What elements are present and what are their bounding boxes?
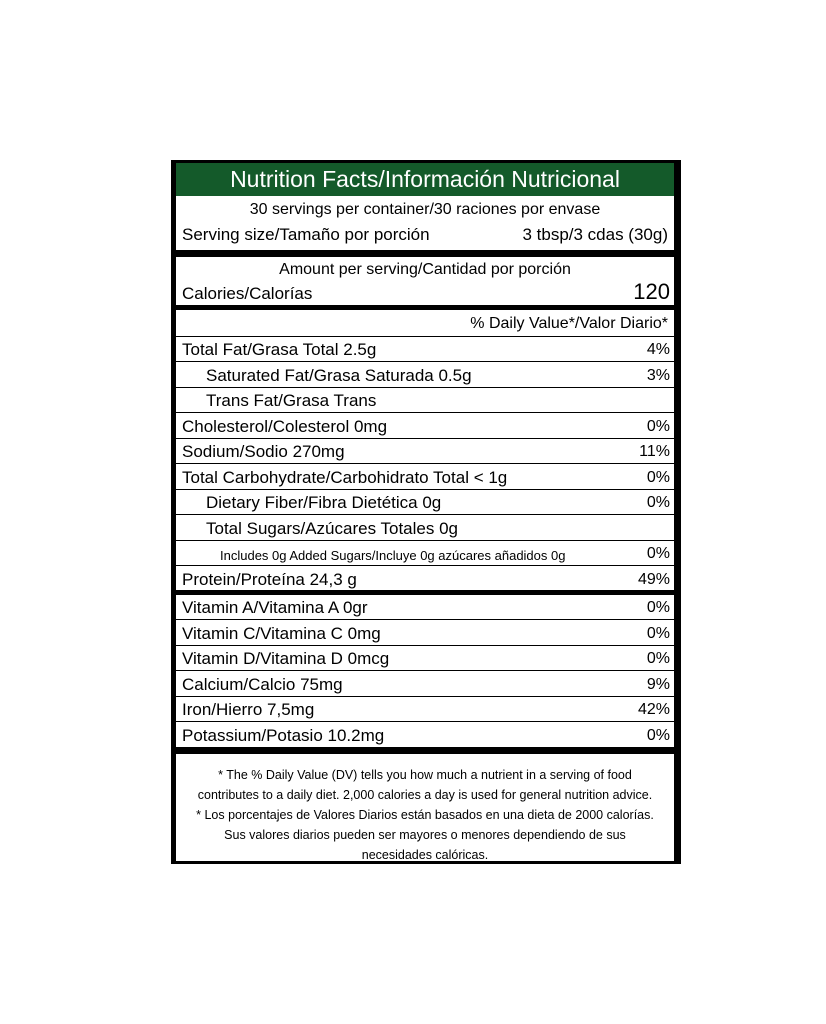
daily-value-percent: 0% — [646, 599, 670, 616]
nutrient-label: Iron/Hierro 7,5mg — [182, 700, 315, 719]
nutrient-label: Sodium/Sodio 270mg — [182, 442, 345, 461]
nutrient-label: Cholesterol/Colesterol 0mg — [182, 416, 388, 436]
servings-per-container: 30 servings per container/30 raciones por envase — [249, 201, 601, 218]
nutrient-label: Calcium/Calcio 75mg — [182, 674, 343, 694]
nutrient-row — [176, 697, 674, 722]
footnote-line: contributes to a daily diet. 2,000 calories a day is used for general nutrition advice. — [197, 788, 653, 802]
footnote-line: Sus valores diarios pueden ser mayores o menores dependiendo de sus — [224, 828, 626, 842]
nutrient-row — [176, 672, 674, 697]
daily-value-percent: 0% — [646, 650, 670, 667]
nutrient-row — [176, 567, 674, 592]
nutrient-row — [176, 465, 674, 490]
nutrient-label: Vitamin C/Vitamina C 0mg — [182, 623, 381, 643]
footnote-line: * Los porcentajes de Valores Diarios están basados en una dieta de 2000 calorías. — [196, 808, 654, 822]
nutrient-row — [176, 490, 674, 515]
nutrient-row — [176, 439, 674, 464]
footnote-line: necesidades calóricas. — [361, 848, 489, 862]
nutrient-row — [176, 595, 674, 620]
daily-value-percent: 0% — [646, 468, 670, 486]
nutrient-label: Total Fat/Grasa Total 2.5g — [182, 340, 377, 359]
calories-value: 120 — [633, 279, 670, 304]
daily-value-percent: 0% — [646, 494, 670, 511]
nutrient-label: Dietary Fiber/Fibra Dietética 0g — [206, 493, 442, 512]
daily-value-percent: 0% — [646, 545, 670, 562]
nutrient-row — [176, 388, 674, 413]
nutrient-row — [176, 723, 674, 748]
thick-divider — [176, 747, 674, 754]
nutrient-label: Trans Fat/Grasa Trans — [206, 391, 377, 410]
nutrient-label: Protein/Proteína 24,3 g — [182, 569, 357, 589]
nutrient-label: Vitamin D/Vitamina D 0mcg — [182, 649, 390, 668]
nutrient-row — [176, 516, 674, 541]
calories-label: Calories/Calorías — [182, 284, 313, 303]
nutrient-row — [176, 337, 674, 362]
nutrient-label: Potassium/Potasio 10.2mg — [182, 725, 385, 745]
nutrient-label: Saturated Fat/Grasa Saturada 0.5g — [206, 365, 472, 385]
daily-value-header: % Daily Value*/Valor Diario* — [470, 315, 668, 332]
serving-size-label: Serving size/Tamaño por porción — [182, 225, 430, 244]
daily-value-percent: 11% — [639, 443, 670, 460]
nutrition-label-body — [176, 163, 674, 861]
daily-value-percent: 0% — [646, 726, 670, 744]
footnote-line: * The % Daily Value (DV) tells you how much a nutrient in a serving of food — [218, 768, 632, 782]
daily-value-percent: 42% — [637, 701, 670, 718]
thick-divider — [176, 250, 674, 257]
daily-value-percent: 0% — [646, 417, 670, 435]
nutrient-row — [176, 621, 674, 646]
nutrient-row — [176, 646, 674, 671]
daily-value-percent: 49% — [637, 570, 670, 588]
serving-size-value: 3 tbsp/3 cdas (30g) — [522, 225, 668, 244]
nutrient-label: Vitamin A/Vitamina A 0gr — [182, 598, 368, 617]
medium-divider — [176, 305, 674, 310]
nutrient-row — [176, 363, 674, 388]
nutrient-label: Includes 0g Added Sugars/Incluye 0g azúcares añadidos 0g — [220, 548, 566, 563]
nutrient-row — [176, 414, 674, 439]
daily-value-percent: 4% — [646, 341, 670, 358]
daily-value-percent: 3% — [646, 366, 670, 384]
nutrient-row — [176, 541, 674, 566]
daily-value-percent: 9% — [646, 675, 670, 693]
nutrient-label: Total Sugars/Azúcares Totales 0g — [206, 518, 458, 538]
nutrient-label: Total Carbohydrate/Carbohidrato Total < 1g — [182, 467, 508, 487]
daily-value-percent: 0% — [646, 624, 670, 642]
amount-per-serving: Amount per serving/Cantidad por porción — [279, 261, 571, 278]
nutrition-label — [171, 160, 681, 864]
label-title: Nutrition Facts/Información Nutricional — [176, 163, 674, 196]
